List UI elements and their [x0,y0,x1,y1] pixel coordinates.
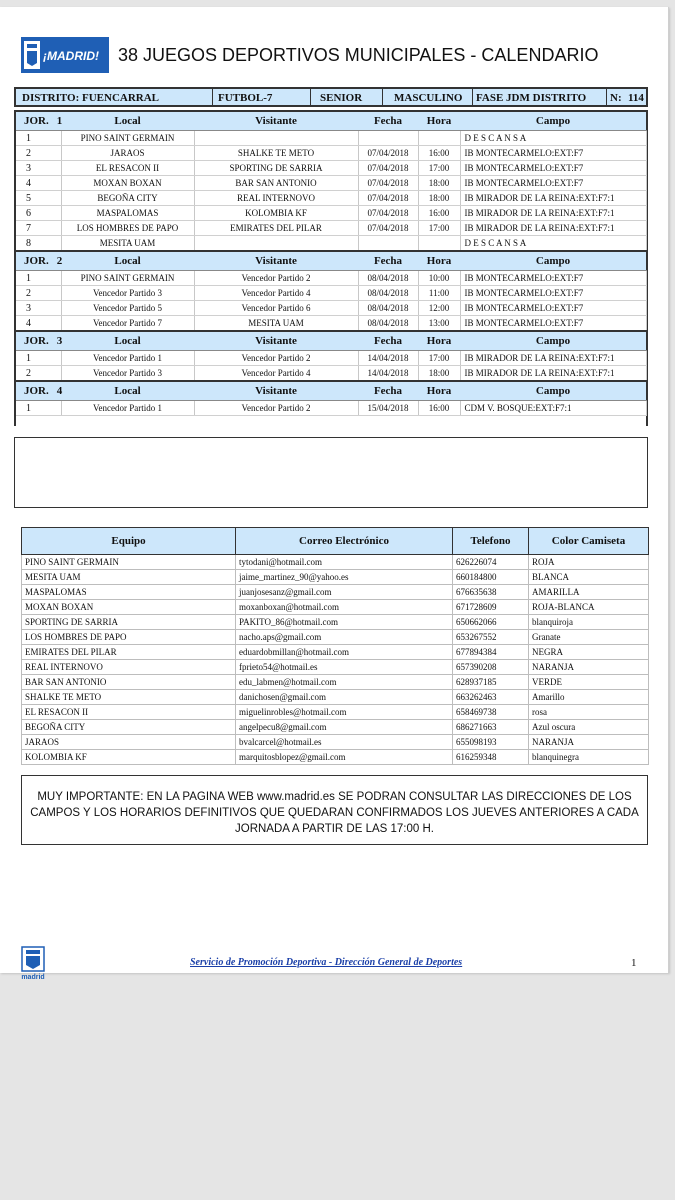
match-visitante: KOLOMBIA KF [194,206,358,221]
match-number: 5 [16,191,61,206]
match-visitante [194,236,358,252]
team-correo: fprieto54@hotmail.es [236,660,453,675]
column-header-fecha: Fecha [358,381,418,401]
team-color: AMARILLA [529,585,649,600]
distrito-value: FUENCARRAL [82,92,159,104]
column-header-telefono: Telefono [453,528,529,555]
match-hora: 18:00 [418,191,460,206]
column-header-fecha: Fecha [358,251,418,271]
match-campo: IB MONTECARMELO:EXT:F7 [460,316,646,332]
team-equipo: SPORTING DE SARRIA [22,615,236,630]
match-local: MESITA UAM [61,236,194,252]
jornada-word: JOR. [24,335,49,347]
column-header-hora: Hora [418,111,460,131]
column-header-visitante: Visitante [194,111,358,131]
match-campo: IB MIRADOR DE LA REINA:EXT:F7:1 [460,366,646,382]
team-equipo: MESITA UAM [22,570,236,585]
match-hora: 12:00 [418,301,460,316]
deportes-link[interactable]: Servicio de Promoción Deportiva - Dirección General de Deportes [190,957,463,968]
team-color: NEGRA [529,645,649,660]
team-row [22,675,649,690]
team-telefono: 660184800 [453,570,529,585]
team-color: blanquinegra [529,750,649,765]
match-number: 2 [16,286,61,301]
page-number: 1 [631,957,637,969]
team-color: ROJA [529,555,649,570]
match-hora: 18:00 [418,176,460,191]
team-row [22,720,649,735]
match-row [16,286,646,301]
jornada-word: JOR. [24,255,49,267]
team-row [22,585,649,600]
team-telefono: 677894384 [453,645,529,660]
team-row [22,555,649,570]
match-number: 8 [16,236,61,252]
match-local: Vencedor Partido 7 [61,316,194,332]
match-row [16,236,646,252]
column-header-fecha: Fecha [358,331,418,351]
match-hora: 17:00 [418,221,460,236]
team-telefono: 686271663 [453,720,529,735]
team-correo: juanjosesanz@gmail.com [236,585,453,600]
match-fecha [358,131,418,146]
match-number: 7 [16,221,61,236]
match-local: EL RESACON II [61,161,194,176]
team-telefono: 626226074 [453,555,529,570]
team-telefono: 658469738 [453,705,529,720]
match-number: 1 [16,401,61,416]
column-header-campo: Campo [460,381,646,401]
column-header-hora: Hora [418,251,460,271]
match-campo: D E S C A N S A [460,131,646,146]
match-row [16,146,646,161]
jornada-label [16,111,61,131]
column-header-campo: Campo [460,111,646,131]
column-header-hora: Hora [418,331,460,351]
page-title: 38 JUEGOS DEPORTIVOS MUNICIPALES - CALENDARIO [118,45,599,65]
match-campo: IB MIRADOR DE LA REINA:EXT:F7:1 [460,221,646,236]
match-local: LOS HOMBRES DE PAPO [61,221,194,236]
column-header-local: Local [61,251,194,271]
match-hora: 17:00 [418,351,460,366]
team-equipo: SHALKE TE METO [22,690,236,705]
match-row [16,401,646,416]
n-label: N: [610,92,622,104]
team-correo: danichosen@gmail.com [236,690,453,705]
madrid-logo [21,37,109,73]
column-header-correo: Correo Electrónico [236,528,453,555]
match-hora: 10:00 [418,271,460,286]
team-row [22,735,649,750]
jornada-number: 2 [56,255,63,267]
team-equipo: MOXAN BOXAN [22,600,236,615]
match-campo: D E S C A N S A [460,236,646,252]
team-equipo: KOLOMBIA KF [22,750,236,765]
important-notice: MUY IMPORTANTE: EN LA PAGINA WEB www.madrid.es SE PODRAN CONSULTAR LAS DIRECCIONES DE LOS CAMPOS Y LOS HORARIOS DEFINITIVOS QUE QUEDARAN CONFIRMADOS LOS JUEVES ANTERIORES A CADA JORNADA A PARTIR DE LAS 17:00 H. [21,775,648,845]
match-row [16,351,646,366]
team-telefono: 650662066 [453,615,529,630]
match-local: MOXAN BOXAN [61,176,194,191]
schedule-section [14,110,648,426]
column-header-local: Local [61,381,194,401]
team-correo: jaime_martinez_90@yahoo.es [236,570,453,585]
jornada-label [16,381,61,401]
match-fecha: 15/04/2018 [358,401,418,416]
match-local: BEGOÑA CITY [61,191,194,206]
match-fecha: 08/04/2018 [358,286,418,301]
match-hora [418,131,460,146]
jornada-header-row [16,111,646,131]
column-header-color: Color Camiseta [529,528,649,555]
jornada-header-row [16,381,646,401]
team-correo: eduardobmillan@hotmail.com [236,645,453,660]
team-color: BLANCA [529,570,649,585]
match-fecha: 07/04/2018 [358,176,418,191]
column-header-campo: Campo [460,331,646,351]
match-hora: 18:00 [418,366,460,382]
notes-box [14,437,648,508]
team-color: Granate [529,630,649,645]
match-number: 2 [16,366,61,382]
team-color: NARANJA [529,735,649,750]
match-row [16,366,646,382]
team-correo: marquitosblopez@gmail.com [236,750,453,765]
jornada-word: JOR. [24,115,49,127]
team-color: blanquiroja [529,615,649,630]
match-hora: 17:00 [418,161,460,176]
team-correo: miguelinrobles@hotmail.com [236,705,453,720]
match-local: JARAOS [61,146,194,161]
team-row [22,600,649,615]
team-row [22,660,649,675]
column-header-campo: Campo [460,251,646,271]
match-hora: 16:00 [418,401,460,416]
match-visitante: Vencedor Partido 2 [194,271,358,286]
match-visitante: Vencedor Partido 2 [194,351,358,366]
team-telefono: 628937185 [453,675,529,690]
match-hora: 16:00 [418,146,460,161]
match-row [16,221,646,236]
match-number: 2 [16,146,61,161]
match-campo: IB MONTECARMELO:EXT:F7 [460,286,646,301]
team-color: ROJA-BLANCA [529,600,649,615]
column-header-fecha: Fecha [358,111,418,131]
match-number: 1 [16,131,61,146]
match-visitante: EMIRATES DEL PILAR [194,221,358,236]
match-campo: IB MONTECARMELO:EXT:F7 [460,176,646,191]
match-fecha: 08/04/2018 [358,316,418,332]
team-correo: edu_labmen@hotmail.com [236,675,453,690]
teams-header-row [22,528,649,555]
team-equipo: EMIRATES DEL PILAR [22,645,236,660]
match-visitante: SPORTING DE SARRIA [194,161,358,176]
match-row [16,131,646,146]
match-number: 1 [16,271,61,286]
team-telefono: 663262463 [453,690,529,705]
team-correo: moxanboxan@hotmail.com [236,600,453,615]
match-fecha: 07/04/2018 [358,161,418,176]
match-fecha: 14/04/2018 [358,351,418,366]
match-visitante: Vencedor Partido 4 [194,366,358,382]
match-campo: IB MONTECARMELO:EXT:F7 [460,271,646,286]
team-correo: tytodani@hotmail.com [236,555,453,570]
match-number: 3 [16,161,61,176]
team-equipo: JARAOS [22,735,236,750]
match-fecha: 07/04/2018 [358,146,418,161]
match-local: Vencedor Partido 1 [61,351,194,366]
match-campo: IB MIRADOR DE LA REINA:EXT:F7:1 [460,191,646,206]
match-row [16,161,646,176]
column-header-visitante: Visitante [194,251,358,271]
team-telefono: 616259348 [453,750,529,765]
jornada-number: 3 [56,335,63,347]
match-campo: CDM V. BOSQUE:EXT:F7:1 [460,401,646,416]
column-header-equipo: Equipo [22,528,236,555]
match-local: Vencedor Partido 3 [61,286,194,301]
match-fecha: 07/04/2018 [358,221,418,236]
match-visitante: MESITA UAM [194,316,358,332]
jornada-header-row [16,331,646,351]
team-row [22,615,649,630]
document-page [0,7,669,981]
team-color: VERDE [529,675,649,690]
match-number: 6 [16,206,61,221]
jornada-word: JOR. [24,385,49,397]
distrito-label: DISTRITO: [22,92,80,104]
match-local: Vencedor Partido 5 [61,301,194,316]
match-number: 4 [16,316,61,332]
jornada-number: 4 [56,385,63,397]
competition-info-bar [14,87,648,107]
match-local: PINO SAINT GERMAIN [61,131,194,146]
team-correo: angelpecu8@gmail.com [236,720,453,735]
match-visitante: Vencedor Partido 2 [194,401,358,416]
jornada-number: 1 [56,115,63,127]
schedule-table [16,110,647,416]
team-correo: PAKITO_86@hotmail.com [236,615,453,630]
team-equipo: BEGOÑA CITY [22,720,236,735]
logo-text: ¡MADRID! [43,49,99,63]
match-row [16,271,646,286]
team-telefono: 655098193 [453,735,529,750]
match-visitante: Vencedor Partido 6 [194,301,358,316]
footer-logo-text: madrid [21,974,45,981]
match-fecha: 07/04/2018 [358,206,418,221]
jornada-label [16,251,61,271]
jornada-header-row [16,251,646,271]
teams-contact-table [21,527,649,765]
team-telefono: 676635638 [453,585,529,600]
genero-value: MASCULINO [394,92,463,104]
match-fecha: 14/04/2018 [358,366,418,382]
match-local: MASPALOMAS [61,206,194,221]
match-local: Vencedor Partido 1 [61,401,194,416]
match-visitante: BAR SAN ANTONIO [194,176,358,191]
match-number: 3 [16,301,61,316]
match-hora: 11:00 [418,286,460,301]
match-fecha: 08/04/2018 [358,301,418,316]
column-header-local: Local [61,111,194,131]
team-telefono: 653267552 [453,630,529,645]
team-equipo: MASPALOMAS [22,585,236,600]
team-equipo: BAR SAN ANTONIO [22,675,236,690]
deporte-value: FUTBOL-7 [218,92,273,104]
column-header-local: Local [61,331,194,351]
match-number: 4 [16,176,61,191]
team-correo: nacho.aps@gmail.com [236,630,453,645]
team-row [22,750,649,765]
team-row [22,630,649,645]
match-visitante: Vencedor Partido 4 [194,286,358,301]
match-local: PINO SAINT GERMAIN [61,271,194,286]
team-row [22,705,649,720]
match-campo: IB MIRADOR DE LA REINA:EXT:F7:1 [460,206,646,221]
match-visitante [194,131,358,146]
match-campo: IB MONTECARMELO:EXT:F7 [460,161,646,176]
column-header-visitante: Visitante [194,381,358,401]
column-header-hora: Hora [418,381,460,401]
match-visitante: REAL INTERNOVO [194,191,358,206]
match-hora: 13:00 [418,316,460,332]
team-equipo: REAL INTERNOVO [22,660,236,675]
team-color: rosa [529,705,649,720]
team-equipo: PINO SAINT GERMAIN [22,555,236,570]
categoria-value: SENIOR [320,92,363,104]
match-row [16,316,646,332]
team-row [22,570,649,585]
team-color: NARANJA [529,660,649,675]
team-telefono: 657390208 [453,660,529,675]
column-header-visitante: Visitante [194,331,358,351]
team-row [22,645,649,660]
match-hora: 16:00 [418,206,460,221]
team-telefono: 671728609 [453,600,529,615]
team-equipo: EL RESACON II [22,705,236,720]
team-correo: bvalcarcel@hotmail.es [236,735,453,750]
match-campo: IB MONTECARMELO:EXT:F7 [460,301,646,316]
match-campo: IB MIRADOR DE LA REINA:EXT:F7:1 [460,351,646,366]
n-value: 114 [628,92,644,104]
match-fecha: 07/04/2018 [358,191,418,206]
match-row [16,206,646,221]
team-color: Azul oscura [529,720,649,735]
match-row [16,191,646,206]
team-equipo: LOS HOMBRES DE PAPO [22,630,236,645]
match-row [16,301,646,316]
jornada-label [16,331,61,351]
match-campo: IB MONTECARMELO:EXT:F7 [460,146,646,161]
match-fecha: 08/04/2018 [358,271,418,286]
match-local: Vencedor Partido 3 [61,366,194,382]
match-fecha [358,236,418,252]
fase-value: FASE JDM DISTRITO [476,92,587,104]
team-row [22,690,649,705]
match-hora [418,236,460,252]
match-row [16,176,646,191]
match-visitante: SHALKE TE METO [194,146,358,161]
madrid-footer-logo [20,946,46,980]
team-color: Amarillo [529,690,649,705]
match-number: 1 [16,351,61,366]
